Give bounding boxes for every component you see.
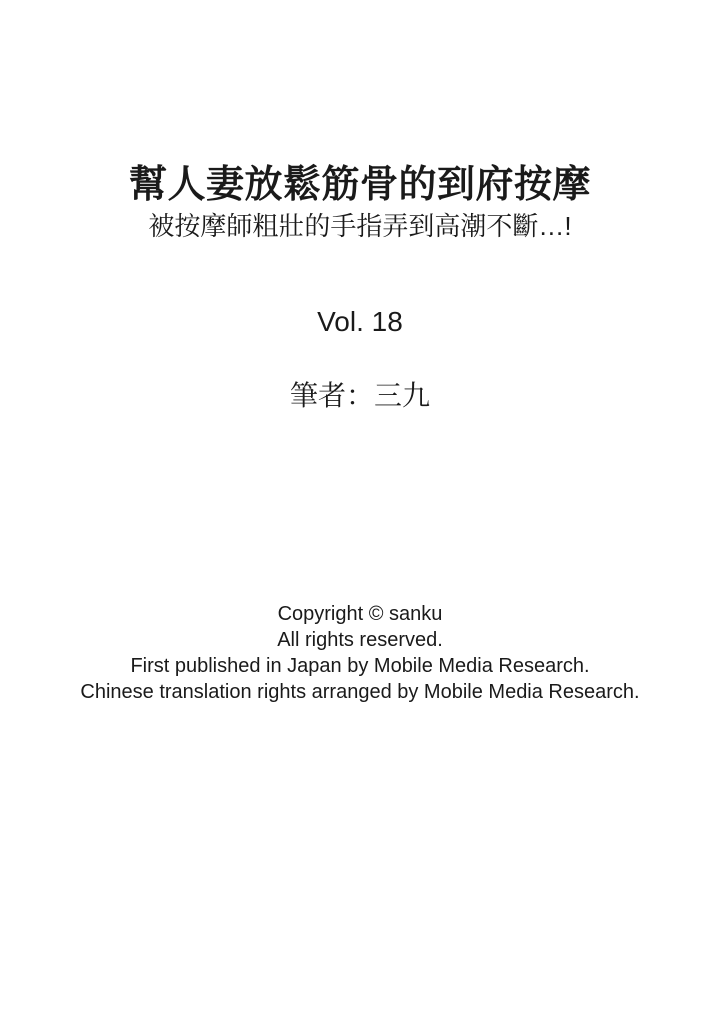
- copyright-block: [0, 601, 720, 705]
- author-credit: 筆者：三九: [289, 380, 430, 411]
- volume-number: Vol. 18: [317, 306, 403, 337]
- series-subtitle: 被按摩師粗壯的手指弄到高潮不斷…!: [148, 211, 572, 241]
- series-title: 幫人妻放鬆筋骨的到府按摩: [128, 164, 591, 206]
- copyright-line-translation-rights: Chinese translation rights arranged by Mobile Media Research.: [80, 681, 640, 703]
- copyright-line-first-published: First published in Japan by Mobile Media Research.: [130, 655, 590, 677]
- copyright-line-rights: All rights reserved.: [277, 629, 443, 651]
- copyright-line-holder: Copyright © sanku: [277, 603, 443, 625]
